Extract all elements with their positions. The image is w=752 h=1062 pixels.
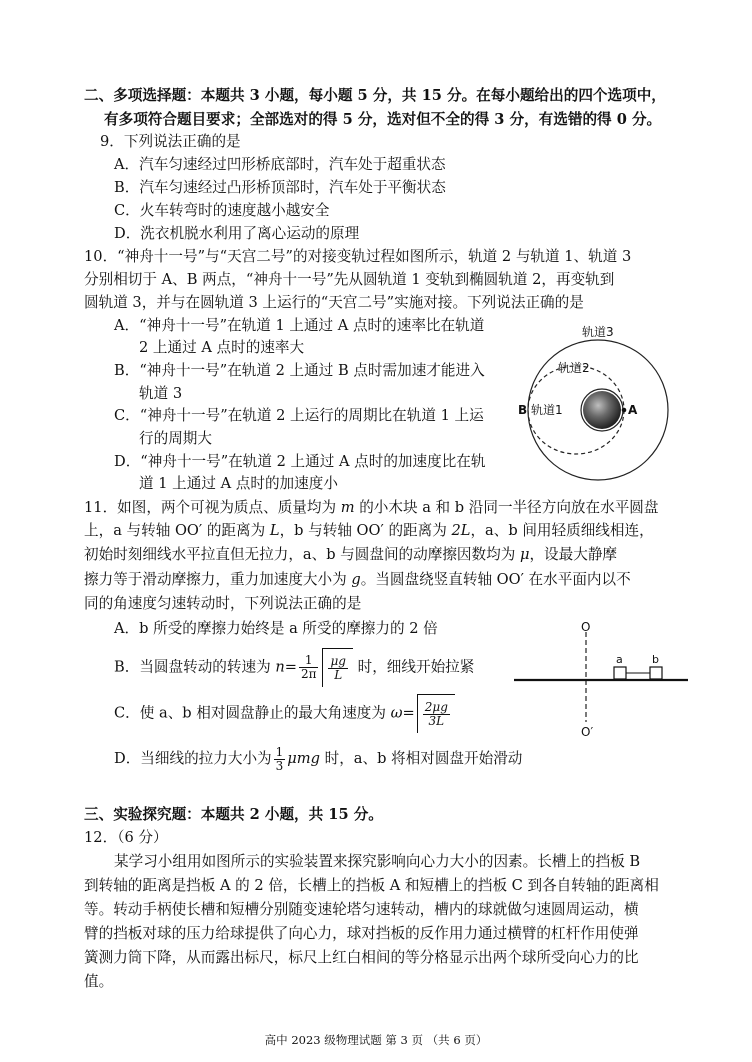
block-a bbox=[614, 667, 626, 679]
section-2-heading-line-2: 有多项符合题目要求；全部选对的得 5 分，选对但不全的得 3 分，有选错的得 0 分。 bbox=[104, 111, 662, 128]
q12-paragraph-line-2: 到转轴的距离是挡板 A 的 2 倍，长槽上的挡板 A 和短槽上的挡板 C 到各自转轴的距离相 bbox=[84, 877, 659, 894]
q10-option-d-line-1: D．“神舟十一号”在轨道 2 上通过 A 点时的加速度比在轨 bbox=[114, 453, 486, 470]
q10-option-d-line-2: 道 1 上通过 A 点时的加速度小 bbox=[139, 475, 338, 492]
block-b bbox=[650, 667, 662, 679]
q10-option-a-line-2: 2 上通过 A 点时的速率大 bbox=[139, 339, 305, 356]
q11-text: 初始时刻细线水平拉直但无拉力，a、b 与圆盘间的动摩擦因数均为 bbox=[84, 546, 516, 563]
square-root bbox=[322, 648, 352, 687]
q11-g-symbol: g bbox=[351, 571, 361, 588]
q11-distance-symbol: 2L bbox=[451, 522, 471, 539]
equals-sign: = bbox=[284, 658, 297, 676]
point-a-dot bbox=[622, 408, 627, 413]
orbit-3-label: 轨道3 bbox=[582, 325, 614, 339]
q9-option-d: D．洗衣机脱水利用了离心运动的原理 bbox=[114, 225, 360, 242]
rotation-speed-symbol: n bbox=[275, 658, 285, 676]
q11-option-b-text: 时，细线开始拉紧 bbox=[357, 658, 475, 676]
q11-option-b bbox=[114, 648, 474, 687]
earth-icon bbox=[583, 391, 621, 429]
q12-paragraph-line-4: 臂的挡板对球的压力给球提供了向心力，球对挡板的反作用力通过横臂的杠杆作用使弹 bbox=[84, 925, 639, 942]
fraction-denominator: 2π bbox=[300, 667, 317, 681]
q9-option-b: B．汽车匀速经过凸形桥顶部时，汽车处于平衡状态 bbox=[114, 179, 446, 196]
q11-stem-line-4 bbox=[84, 570, 631, 590]
fraction-numerator: 1 bbox=[275, 744, 284, 759]
orbit-1-label: 轨道1 bbox=[531, 403, 563, 417]
fraction-denominator: 3L bbox=[428, 713, 445, 728]
fraction-denominator: 3 bbox=[275, 758, 284, 773]
q9-stem: 9．下列说法正确的是 bbox=[100, 133, 241, 150]
fraction bbox=[299, 654, 319, 681]
q10-stem-line-2: 分别相切于 A、B 两点，“神舟十一号”先从圆轨道 1 变轨到椭圆轨道 2，再变轨到 bbox=[84, 271, 615, 288]
q11-stem-line-3 bbox=[84, 545, 617, 565]
q11-text: 的小木块 a 和 b 沿同一半径方向放在水平圆盘 bbox=[359, 499, 659, 516]
q11-stem-line-5: 同的角速度匀速转动时，下列说法正确的是 bbox=[84, 595, 362, 612]
q9-option-c: C．火车转弯时的速度越小越安全 bbox=[114, 202, 330, 219]
q11-option-d-text: D．当细线的拉力大小为 bbox=[114, 750, 272, 767]
orbit-diagram bbox=[512, 318, 672, 486]
q11-text: 擦力等于滑动摩擦力，重力加速度大小为 bbox=[84, 571, 347, 588]
point-a-label: A bbox=[628, 403, 638, 417]
square-root bbox=[417, 694, 455, 733]
section-3-heading: 三、实验探究题：本题共 2 小题，共 15 分。 bbox=[84, 806, 383, 823]
q10-option-b-line-2: 轨道 3 bbox=[139, 385, 183, 402]
q11-option-c bbox=[114, 694, 455, 733]
q9-option-a: A．汽车匀速经过凹形桥底部时，汽车处于超重状态 bbox=[114, 156, 446, 173]
block-a-label: a bbox=[616, 653, 623, 666]
turntable-diagram bbox=[510, 618, 690, 746]
q11-text: ，b 与转轴 OO′ 的距离为 bbox=[279, 522, 447, 539]
fraction-numerator: 1 bbox=[299, 654, 319, 668]
q12-heading: 12．（6 分） bbox=[84, 829, 168, 846]
q12-paragraph-line-5: 簧测力筒下降，从而露出标尺，标尺上红白相间的等分格显示出两个球所受向心力的比 bbox=[84, 949, 639, 966]
axis-top-label: O bbox=[581, 620, 591, 634]
q12-paragraph-line-6: 值。 bbox=[84, 973, 114, 990]
section-2-heading-line-1: 二、多项选择题：本题共 3 小题，每小题 5 分，共 15 分。在每小题给出的四个选项中， bbox=[84, 87, 666, 104]
q10-option-a-line-1: A．“神舟十一号”在轨道 1 上通过 A 点时的速率比在轨道 bbox=[114, 317, 485, 334]
q11-text: 。当圆盘绕竖直转轴 OO′ 在水平面内以不 bbox=[360, 571, 631, 588]
fraction-numerator: μg bbox=[330, 653, 346, 668]
q10-option-c-line-2: 行的周期大 bbox=[139, 430, 212, 447]
fraction-numerator: 2μg bbox=[424, 699, 448, 714]
q11-text: ，设最大静摩 bbox=[529, 546, 618, 563]
q11-text: 11．如图，两个可视为质点、质量均为 bbox=[84, 499, 337, 516]
q11-mu-symbol: μ bbox=[519, 546, 530, 563]
q11-option-d-text: 时，a、b 将相对圆盘开始滑动 bbox=[324, 750, 523, 767]
q11-text: ，a、b 间用轻质细线相连， bbox=[470, 522, 654, 539]
q10-stem-line-3: 圆轨道 3，并与在圆轨道 3 上运行的“天宫二号”实施对接。下列说法正确的是 bbox=[84, 294, 584, 311]
q10-stem-line-1: 10．“神舟十一号”与“天宫二号”的对接变轨过程如图所示，轨道 2 与轨道 1、轨道 3 bbox=[84, 248, 632, 265]
q12-paragraph-line-1: 某学习小组用如图所示的实验装置来探究影响向心力大小的因素。长槽上的挡板 B bbox=[114, 853, 641, 870]
q11-mass-symbol: m bbox=[340, 499, 355, 516]
orbit-2-label: 轨道2 bbox=[558, 361, 590, 375]
q11-option-c-text: C．使 a、b 相对圆盘静止的最大角速度为 bbox=[114, 704, 386, 722]
fraction bbox=[423, 701, 450, 728]
q11-stem-line-2 bbox=[84, 521, 654, 541]
axis-bottom-label: O′ bbox=[581, 725, 594, 739]
q11-option-a: A．b 所受的摩擦力始终是 a 所受的摩擦力的 2 倍 bbox=[114, 620, 438, 637]
block-b-label: b bbox=[652, 653, 659, 666]
friction-expression: μmg bbox=[287, 750, 320, 767]
q11-option-d bbox=[114, 740, 522, 778]
q11-option-b-text: B．当圆盘转动的转速为 bbox=[114, 658, 271, 676]
fraction bbox=[274, 746, 286, 773]
q11-text: 上，a 与转轴 OO′ 的距离为 bbox=[84, 522, 266, 539]
point-b-label: B bbox=[518, 403, 528, 417]
equals-sign: = bbox=[402, 704, 415, 722]
q10-option-c-line-1: C．“神舟十一号”在轨道 2 上运行的周期比在轨道 1 上运 bbox=[114, 407, 484, 424]
fraction bbox=[328, 655, 347, 682]
q10-option-b-line-1: B．“神舟十一号”在轨道 2 上通过 B 点时需加速才能进入 bbox=[114, 362, 485, 379]
page-footer: 高中 2023 级物理试题 第 3 页 （共 6 页） bbox=[264, 1033, 488, 1047]
omega-symbol: ω bbox=[390, 704, 403, 722]
fraction-denominator: L bbox=[334, 667, 343, 682]
q11-stem-line-1 bbox=[84, 498, 659, 518]
q11-distance-symbol: L bbox=[269, 522, 280, 539]
q12-paragraph-line-3: 等。转动手柄使长槽和短槽分别随变速轮塔匀速转动，槽内的球就做匀速圆周运动，横 bbox=[84, 901, 639, 918]
